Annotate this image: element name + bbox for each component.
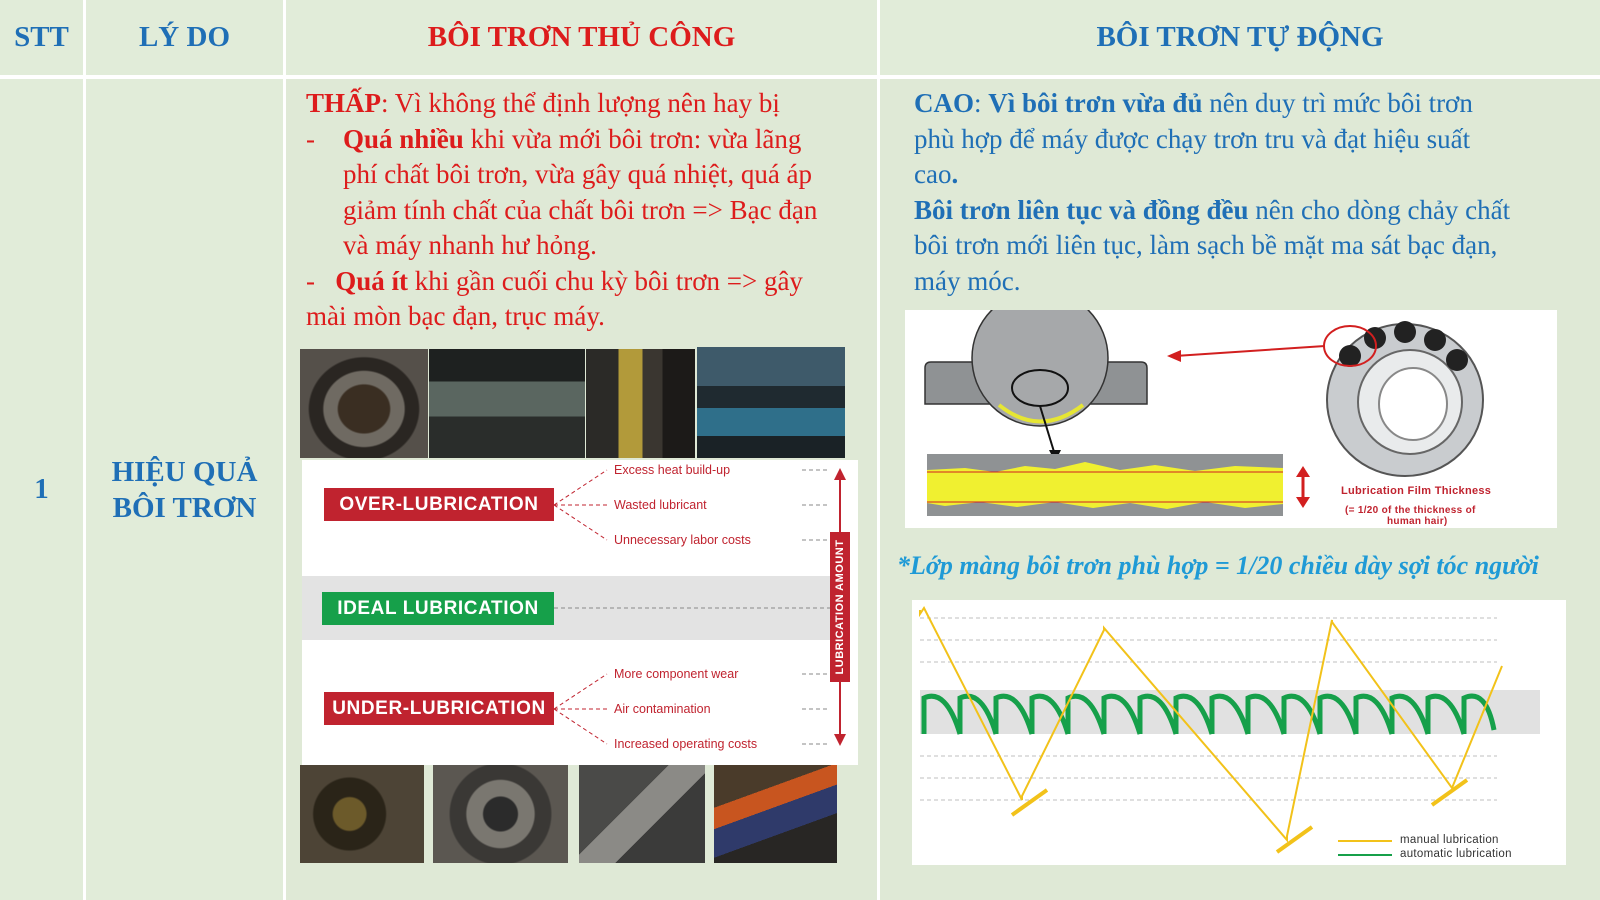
film-caption: *Lớp màng bôi trơn phù hợp = 1/20 chiều dày sợi tóc người (897, 551, 1539, 580)
header-manual: BÔI TRƠN THỦ CÔNG (286, 0, 877, 75)
over-note-1: Excess heat build-up (614, 463, 731, 477)
reason-cell (86, 79, 283, 900)
auto-description (914, 86, 1592, 299)
under-note-3: Increased operating costs (614, 737, 758, 751)
legend-auto: automatic lubrication (1400, 848, 1512, 860)
row-number: 1 (0, 79, 83, 900)
ideal-lubrication-label: IDEAL LUBRICATION (322, 592, 554, 625)
auto-p1-line-1: CAO: Vì bôi trơn vừa đủ nên duy trì mức bôi trơn (914, 88, 1473, 118)
film-thickness-label-2: (= 1/20 of the thickness of (1345, 505, 1476, 516)
greasy-block-photo (429, 349, 585, 458)
bearing-housing-photo (697, 347, 845, 458)
manual-bullet-1-line-3: giảm tính chất của chất bôi trơn => Bạc đạn (343, 194, 818, 225)
lubrication-film-figure (905, 310, 1557, 528)
under-note-2: Air contamination (614, 702, 711, 716)
lubrication-level-graph (912, 600, 1566, 865)
grease-shaft-photo (586, 349, 695, 458)
manual-bullet-1: - Quá nhiều khi vừa mới bôi trơn: vừa lãng (306, 123, 802, 154)
auto-p2-line-2: bôi trơn mới liên tục, làm sạch bề mặt ma sát bạc đạn, (914, 230, 1498, 260)
lubrication-amount-chart (302, 460, 858, 765)
over-note-2: Wasted lubricant (614, 498, 707, 512)
manual-bullet-1-line-2: phí chất bôi trơn, vừa gây quá nhiệt, quá áp (343, 159, 813, 189)
under-note-1: More component wear (614, 667, 739, 681)
auto-p2-line-1: Bôi trơn liên tục và đồng đều nên cho dòng chảy chất (914, 194, 1511, 225)
film-thickness-label: Lubrication Film Thickness (1341, 485, 1492, 497)
legend-manual: manual lubrication (1400, 834, 1499, 846)
reason-line-1: HIỆU QUẢ (111, 455, 258, 488)
amount-axis-label: LUBRICATION AMOUNT (834, 539, 846, 675)
manual-bullet-1-line-4: và máy nhanh hư hỏng. (343, 230, 597, 260)
manual-lead: THẤP: Vì không thể định lượng nên hay bị (306, 88, 780, 118)
worn-rail-photo (579, 765, 705, 863)
manual-bullet-2: - Quá ít khi gần cuối chu kỳ bôi trơn => gây (306, 265, 803, 296)
auto-p1-line-3: cao. (914, 159, 959, 189)
header-reason: LÝ DO (86, 0, 283, 75)
damaged-bearing-photo (433, 765, 568, 863)
lubrication-level-plot (912, 600, 1566, 865)
under-lubrication-label: UNDER-LUBRICATION (324, 692, 554, 725)
worn-bearing-photo (300, 349, 428, 458)
manual-bullet-2-line-2: mài mòn bạc đạn, trục máy. (306, 301, 605, 331)
worn-gear-photo (300, 765, 424, 863)
auto-p1-line-2: phù hợp để máy được chạy trơn tru và đạt hiệu suất (914, 123, 1471, 154)
motor-shaft-photo (714, 765, 837, 863)
auto-p2-line-3: máy móc. (914, 265, 1021, 296)
over-note-3: Unnecessary labor costs (614, 533, 751, 547)
header-auto: BÔI TRƠN TỰ ĐỘNG (880, 0, 1600, 75)
header-stt: STT (0, 0, 83, 75)
manual-description (306, 86, 886, 335)
over-lubrication-label: OVER-LUBRICATION (324, 488, 554, 521)
reason-line-2: BÔI TRƠN (112, 491, 257, 524)
film-thickness-label-3: human hair) (1387, 516, 1448, 527)
